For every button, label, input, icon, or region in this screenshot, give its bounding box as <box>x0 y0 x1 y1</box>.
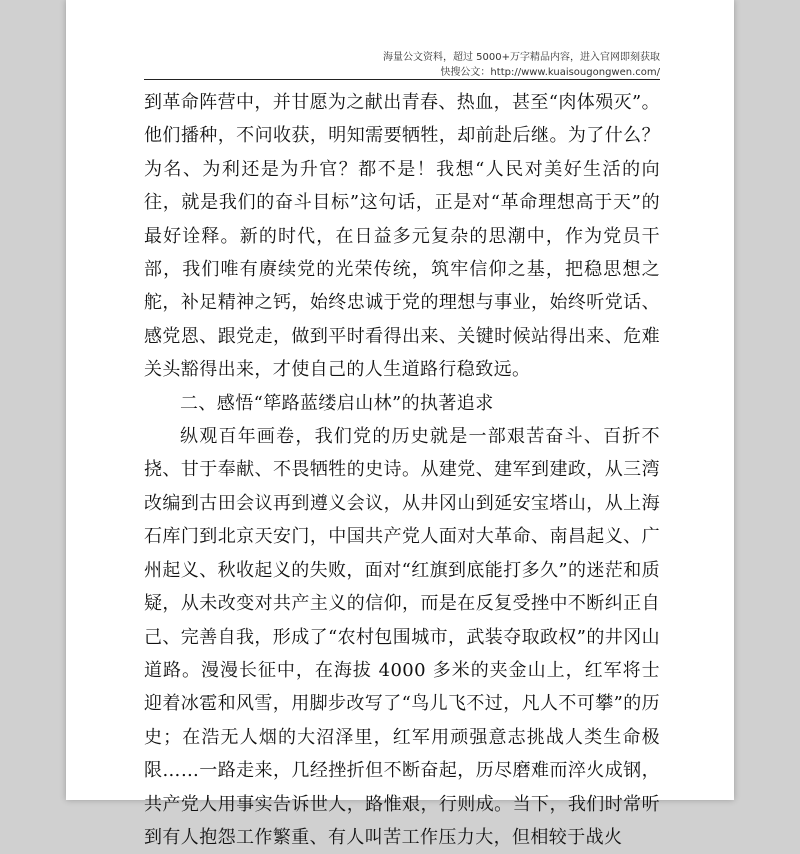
header-divider <box>144 79 660 80</box>
document-page <box>66 0 734 848</box>
paragraph-1: 到革命阵营中，并甘愿为之献出青春、热血，甚至“肉体殒灭”。他们播种，不问收获，明知需要牺牲，却前赴后继。为了什么？为名、为利还是为升官？都不是！我想“人民对美好生活的向往，就是我们的奋斗目标”这句话，正是对“革命理想高于天”的最好诠释。新的时代，在日益多元复杂的思潮中，作为党员干部，我们唯有赓续党的光荣传统，筑牢信仰之基，把稳思想之舵，补足精神之钙，始终忠诚于党的理想与事业，始终听党话、感党恩、跟党走，做到平时看得出来、关键时候站得出来、危难关头豁得出来，才使自己的人生道路行稳致远。 <box>144 92 661 381</box>
header-line-2[interactable]: 快搜公文：http://www.kuaisougongwen.com/ <box>440 67 660 78</box>
document-body <box>144 86 660 854</box>
paragraph-2: 纵观百年画卷，我们党的历史就是一部艰苦奋斗、百折不挠、甘于奉献、不畏牺牲的史诗。从建党、建军到建政，从三湾改编到古田会议再到遵义会议，从井冈山到延安宝塔山，从上海石库门到北京天安门，中国共产党人面对大革命、南昌起义、广州起义、秋收起义的失败，面对“红旗到底能打多久”的迷茫和质疑，从未改变对共产主义的信仰，而是在反复受挫中不断纠正自己、完善自我，形成了“农村包围城市，武装夺取政权”的井冈山道路。漫漫长征中，在海拔 4000 多米的夹金山上，红军将士迎着冰雹和风雪，用脚步改写了“鸟儿飞不过，凡人不可攀”的历史；在浩无人烟的大沼泽里，红军用顽强意志挑战人类生命极限……一路走来，几经挫折但不断奋起，历尽磨难而淬火成钢，共产党人用事实告诉世人，路惟艰，行则成。当下，我们时常听到有人抱怨工作繁重、有人叫苦工作压力大，但相较于战火 <box>144 426 661 848</box>
header-line-1: 海量公文资料，超过 5000+万字精品内容，进入官网即刻获取 <box>382 52 660 63</box>
section-heading-2: 二、感悟“筚路蓝缕启山林”的执著追求 <box>180 392 494 414</box>
page-header <box>383 50 660 80</box>
